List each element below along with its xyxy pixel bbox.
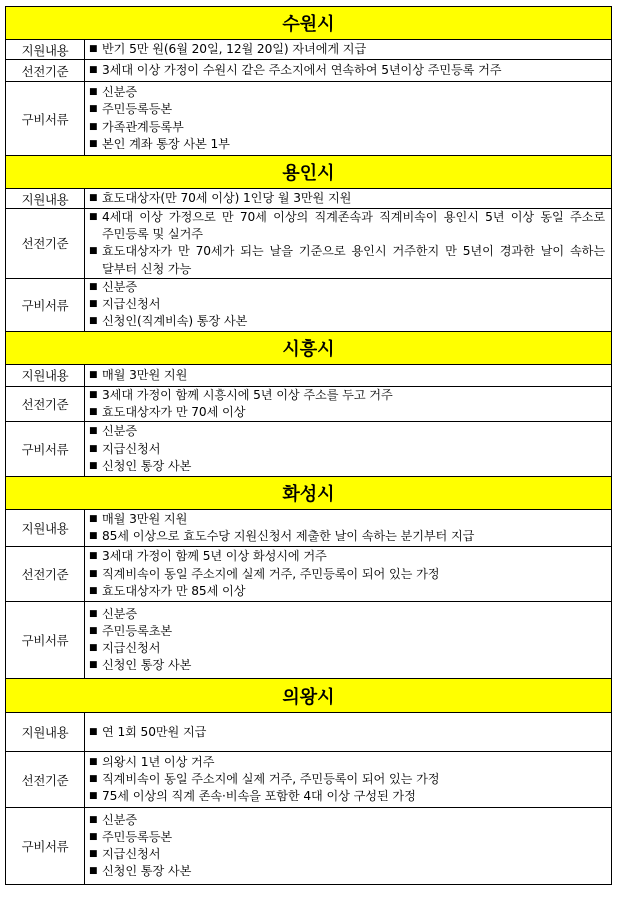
bullet-item: ■ 효도대상자(만 70세 이상) 1인당 월 3만원 지원 — [89, 190, 605, 207]
row-eligibility — [6, 386, 612, 421]
row-content-documents — [85, 82, 612, 156]
row-label-eligibility: 선전기준 — [6, 60, 85, 82]
row-content-eligibility — [85, 209, 612, 279]
bullet-item: ■ 매월 3만원 지원 — [89, 511, 605, 528]
row-label-eligibility: 선전기준 — [6, 752, 85, 808]
row-label-support: 지원내용 — [6, 364, 85, 386]
bullet-item: ■ 75세 이상의 직계 존속·비속을 포함한 4대 이상 구성된 가정 — [89, 788, 605, 805]
bullet-item: ■ 효도대상자가 만 70세가 되는 날을 기준으로 용인시 거주한지 만 5년이 경과한 날이 속하는 달부터 신청 가능 — [89, 243, 605, 277]
bullet-item: ■ 85세 이상으로 효도수당 지원신청서 제출한 날이 속하는 분기부터 지급 — [89, 528, 605, 545]
row-content-support — [85, 713, 612, 752]
bullet-item: ■ 신분증 — [89, 606, 605, 623]
row-label-eligibility: 선전기준 — [6, 209, 85, 279]
row-content-eligibility — [85, 60, 612, 82]
row-support — [6, 40, 612, 60]
bullet-item: ■ 매월 3만원 지원 — [89, 367, 605, 384]
table-body — [6, 7, 612, 885]
row-content-documents — [85, 278, 612, 331]
bullet-item: ■ 신청인(직계비속) 통장 사본 — [89, 313, 605, 330]
bullet-item: ■ 주민등록등본 — [89, 829, 605, 846]
row-eligibility — [6, 752, 612, 808]
row-label-support: 지원내용 — [6, 510, 85, 547]
row-eligibility — [6, 547, 612, 602]
row-content-eligibility — [85, 386, 612, 421]
row-support — [6, 189, 612, 209]
bullet-item: ■ 의왕시 1년 이상 거주 — [89, 754, 605, 771]
row-label-eligibility: 선전기준 — [6, 386, 85, 421]
row-documents — [6, 422, 612, 477]
row-content-support — [85, 510, 612, 547]
bullet-item: ■ 효도대상자가 만 85세 이상 — [89, 583, 605, 600]
city-header-row — [6, 477, 612, 510]
bullet-item: ■ 연 1회 50만원 지급 — [89, 724, 605, 741]
bullet-item: ■ 직계비속이 동일 주소지에 실제 거주, 주민등록이 되어 있는 가정 — [89, 566, 605, 583]
bullet-item: ■ 효도대상자가 만 70세 이상 — [89, 404, 605, 421]
row-label-documents: 구비서류 — [6, 82, 85, 156]
bullet-item: ■ 가족관계등록부 — [89, 119, 605, 136]
row-content-support — [85, 189, 612, 209]
bullet-item: ■ 3세대 가정이 함께 5년 이상 화성시에 거주 — [89, 548, 605, 565]
bullet-item: ■ 신청인 통장 사본 — [89, 458, 605, 475]
row-documents — [6, 278, 612, 331]
city-title: 시흥시 — [6, 331, 612, 364]
row-support — [6, 510, 612, 547]
city-header-row — [6, 679, 612, 713]
city-header-row — [6, 331, 612, 364]
city-header-row — [6, 7, 612, 40]
bullet-item: ■ 신분증 — [89, 279, 605, 296]
row-label-support: 지원내용 — [6, 40, 85, 60]
row-label-eligibility: 선전기준 — [6, 547, 85, 602]
city-title: 화성시 — [6, 477, 612, 510]
row-eligibility — [6, 60, 612, 82]
row-documents — [6, 602, 612, 679]
row-content-support — [85, 40, 612, 60]
bullet-item: ■ 주민등록등본 — [89, 101, 605, 118]
city-header-row — [6, 156, 612, 189]
bullet-item: ■ 반기 5만 원(6월 20일, 12월 20일) 자녀에게 지급 — [89, 41, 605, 58]
row-label-documents: 구비서류 — [6, 808, 85, 885]
row-content-documents — [85, 808, 612, 885]
bullet-item: ■ 신청인 통장 사본 — [89, 657, 605, 674]
row-eligibility — [6, 209, 612, 279]
row-content-documents — [85, 422, 612, 477]
city-title: 수원시 — [6, 7, 612, 40]
filial-allowance-table — [5, 6, 612, 885]
row-label-documents: 구비서류 — [6, 602, 85, 679]
row-label-documents: 구비서류 — [6, 422, 85, 477]
row-documents — [6, 808, 612, 885]
bullet-item: ■ 신분증 — [89, 84, 605, 101]
row-support — [6, 364, 612, 386]
bullet-item: ■ 지급신청서 — [89, 441, 605, 458]
row-content-documents — [85, 602, 612, 679]
bullet-item: ■ 직계비속이 동일 주소지에 실제 거주, 주민등록이 되어 있는 가정 — [89, 771, 605, 788]
bullet-item: ■ 지급신청서 — [89, 846, 605, 863]
row-content-support — [85, 364, 612, 386]
row-label-documents: 구비서류 — [6, 278, 85, 331]
city-title: 의왕시 — [6, 679, 612, 713]
bullet-item: ■ 지급신청서 — [89, 296, 605, 313]
bullet-item: ■ 주민등록초본 — [89, 623, 605, 640]
bullet-item: ■ 지급신청서 — [89, 640, 605, 657]
bullet-item: ■ 4세대 이상 가정으로 만 70세 이상의 직계존속과 직계비속이 용인시 5년 이상 동일 주소로 주민등록 및 실거주 — [89, 209, 605, 243]
bullet-item: ■ 3세대 이상 가정이 수원시 같은 주소지에서 연속하여 5년이상 주민등록 거주 — [89, 62, 605, 79]
city-title: 용인시 — [6, 156, 612, 189]
row-content-eligibility — [85, 752, 612, 808]
bullet-item: ■ 신분증 — [89, 423, 605, 440]
bullet-item: ■ 본인 계좌 통장 사본 1부 — [89, 136, 605, 153]
bullet-item: ■ 신분증 — [89, 812, 605, 829]
row-documents — [6, 82, 612, 156]
row-support — [6, 713, 612, 752]
benefit-table-container — [5, 6, 612, 885]
row-label-support: 지원내용 — [6, 713, 85, 752]
bullet-item: ■ 신청인 통장 사본 — [89, 863, 605, 880]
row-label-support: 지원내용 — [6, 189, 85, 209]
bullet-item: ■ 3세대 가정이 함께 시흥시에 5년 이상 주소를 두고 거주 — [89, 387, 605, 404]
row-content-eligibility — [85, 547, 612, 602]
